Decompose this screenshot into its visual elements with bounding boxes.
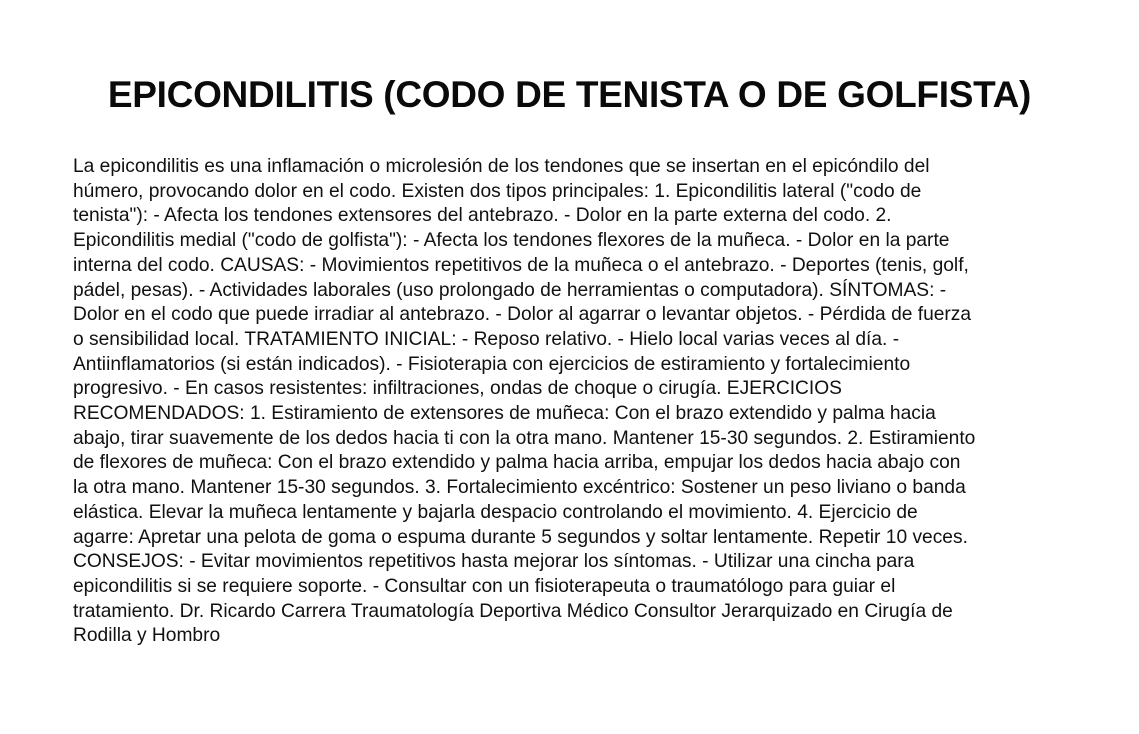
body-line: la otra mano. Mantener 15-30 segundos. 3. Fortalecimiento excéntrico: Sostener un peso liviano o banda xyxy=(73,477,966,499)
document-title: EPICONDILITIS (CODO DE TENISTA O DE GOLFISTA) xyxy=(107,74,1032,115)
body-line: húmero, provocando dolor en el codo. Existen dos tipos principales: 1. Epicondilitis lateral ("codo de xyxy=(73,180,922,202)
body-line: abajo, tirar suavemente de los dedos hacia ti con la otra mano. Mantener 15-30 segundos. 2. Estiramiento xyxy=(73,427,976,449)
body-line: de flexores de muñeca: Con el brazo extendido y palma hacia arriba, empujar los dedos hacia abajo con xyxy=(73,452,961,474)
body-line: Epicondilitis medial ("codo de golfista"): - Afecta los tendones flexores de la muñeca. - Dolor en la parte xyxy=(73,230,950,252)
body-line: tratamiento. Dr. Ricardo Carrera Traumatología Deportiva Médico Consultor Jerarquizado en Cirugía de xyxy=(73,600,953,622)
body-line: interna del codo. CAUSAS: - Movimientos repetitivos de la muñeca o el antebrazo. - Deportes (tenis, golf, xyxy=(73,254,969,276)
body-line: elástica. Elevar la muñeca lentamente y bajarla despacio controlando el movimiento. 4. Ejercicio de xyxy=(73,501,918,523)
body-line: o sensibilidad local. TRATAMIENTO INICIAL: - Reposo relativo. - Hielo local varias veces al día. - xyxy=(73,328,900,350)
body-line: Dolor en el codo que puede irradiar al antebrazo. - Dolor al agarrar o levantar objetos. - Pérdida de fuerza xyxy=(73,304,972,326)
document-body xyxy=(73,155,1073,649)
body-line: RECOMENDADOS: 1. Estiramiento de extensores de muñeca: Con el brazo extendido y palma hacia xyxy=(73,403,936,425)
body-line: epicondilitis si se requiere soporte. - Consultar con un fisioterapeuta o traumatólogo para guiar el xyxy=(73,575,896,597)
body-line: agarre: Apretar una pelota de goma o espuma durante 5 segundos y soltar lentamente. Repetir 10 veces. xyxy=(73,526,968,548)
body-line: La epicondilitis es una inflamación o microlesión de los tendones que se insertan en el epicóndilo del xyxy=(73,156,930,177)
body-line: tenista"): - Afecta los tendones extensores del antebrazo. - Dolor en la parte externa del codo. 2. xyxy=(73,205,892,227)
body-line: Antiinflamatorios (si están indicados). - Fisioterapia con ejercicios de estiramiento y fortalecimiento xyxy=(73,353,911,375)
body-line: Rodilla y Hombro xyxy=(73,625,221,647)
body-line: pádel, pesas). - Actividades laborales (uso prolongado de herramientas o computadora). SÍNTOMAS: - xyxy=(73,279,947,301)
body-line: CONSEJOS: - Evitar movimientos repetitivos hasta mejorar los síntomas. - Utilizar una cincha para xyxy=(73,551,915,573)
body-line: progresivo. - En casos resistentes: infiltraciones, ondas de choque o cirugía. EJERCICIOS xyxy=(73,378,842,400)
